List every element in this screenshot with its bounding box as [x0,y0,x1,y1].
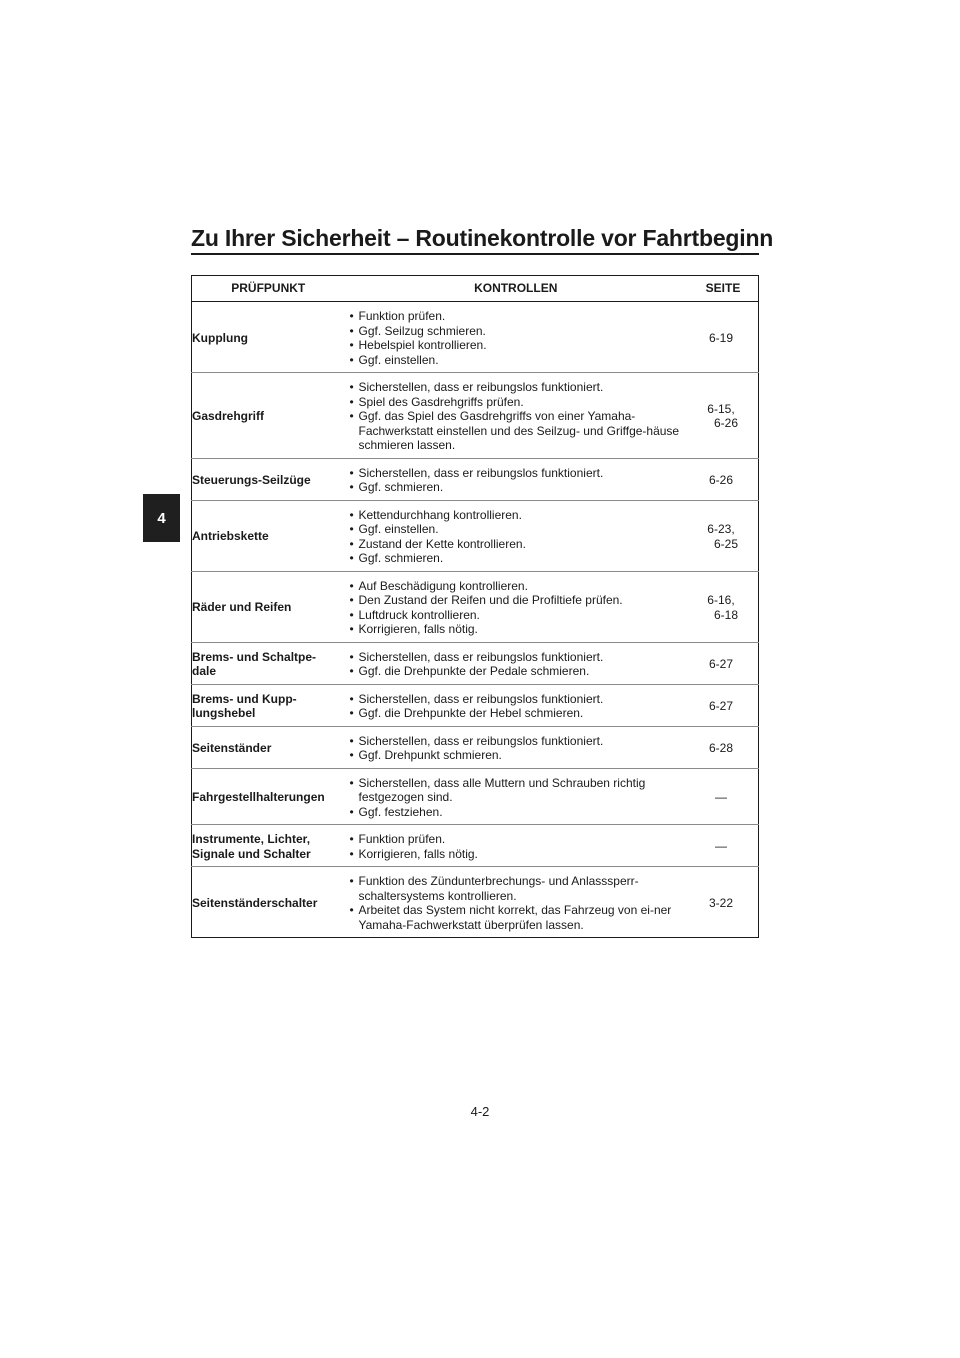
check-item: • Sicherstellen, dass er reibungslos funktioniert. [349,734,685,749]
checks-cell [348,825,685,867]
item-cell [192,867,349,938]
page-ref: 6-25 [713,536,738,551]
table-row [192,726,759,768]
check-item: • Hebelspiel kontrollieren. [349,338,685,353]
item-cell [192,726,349,768]
item-label: Signale und Schalter [192,846,311,861]
page-ref: 6-19 [708,330,733,345]
page-ref-cell [686,458,759,500]
check-item: • Ggf. festziehen. [349,805,685,820]
page-ref-cell [686,302,759,373]
table-body [192,302,759,938]
check-item: • Ggf. schmieren. [349,551,685,566]
table-row [192,825,759,867]
page-ref-cell [686,726,759,768]
checks-list [349,309,685,367]
item-label: Brems- und Schaltpe- [192,649,317,664]
page-ref: 6-27 [708,698,733,713]
checks-list [349,832,685,861]
table-row [192,373,759,459]
checks-list [349,734,685,763]
title-rule [191,253,759,255]
page-ref-cell [686,373,759,459]
check-item: • Sicherstellen, dass alle Muttern und Schrauben richtig festgezogen sind. [349,776,685,805]
page-title: Zu Ihrer Sicherheit – Routinekontrolle vor Fahrtbeginn [191,225,774,251]
page-ref-cell [686,500,759,571]
page-ref-cell [686,825,759,867]
checks-list [349,508,685,566]
page-ref: 6-18 [713,607,738,622]
column-header-item: PRÜFPUNKT [192,276,349,302]
table-row [192,867,759,938]
inspection-table [191,275,759,938]
item-label: Instrumente, Lichter, [192,832,311,846]
page-ref: 6-15, [707,401,735,416]
checks-cell [348,302,685,373]
page-ref: 6-26 [708,472,733,487]
check-item: • Ggf. Seilzug schmieren. [349,324,685,339]
column-header-checks: KONTROLLEN [348,276,685,302]
page-ref: 6-28 [708,740,733,755]
item-label: Fahrgestellhalterungen [192,790,325,804]
item-cell [192,825,349,867]
item-label: Kupplung [192,330,248,345]
check-item: • Auf Beschädigung kontrollieren. [349,579,685,594]
item-label: Brems- und Kupp- [192,691,297,706]
chapter-tab: 4 [143,494,180,542]
page-ref-cell [686,768,759,825]
checks-cell [348,373,685,459]
checks-cell [348,867,685,938]
table-row [192,302,759,373]
page-ref-cell [686,642,759,684]
check-item: • Ggf. Drehpunkt schmieren. [349,748,685,763]
check-item: • Ggf. das Spiel des Gasdrehgriffs von einer Yamaha-Fachwerkstatt einstellen und des Seilzug- und Griffge-häuse schmieren lassen. [349,409,685,453]
item-cell [192,642,349,684]
check-item: • Arbeitet das System nicht korrekt, das Fahrzeug von ei-ner Yamaha-Fachwerkstatt überprüfen lassen. [349,903,685,932]
page-ref-cell [686,867,759,938]
page-ref: — [714,839,727,854]
page-ref: 6-27 [708,656,733,671]
check-item: • Den Zustand der Reifen und die Profiltiefe prüfen. [349,593,685,608]
page-ref-cell [686,684,759,726]
check-item: • Funktion des Zündunterbrechungs- und Anlasssperr-schaltersystems kontrollieren. [349,874,685,903]
item-label: Antriebskette [192,529,269,544]
item-label: Gasdrehgriff [192,409,265,423]
checks-cell [348,726,685,768]
checks-list [349,579,685,637]
check-item: • Funktion prüfen. [349,309,685,324]
check-item: • Korrigieren, falls nötig. [349,847,685,862]
check-item: • Sicherstellen, dass er reibungslos funktioniert. [349,466,685,481]
item-cell [192,302,349,373]
check-item: • Kettendurchhang kontrollieren. [349,508,685,523]
item-label: Räder und Reifen [192,600,292,615]
page-ref: 6-23, [707,522,735,536]
check-item: • Sicherstellen, dass er reibungslos funktioniert. [349,692,685,707]
checks-cell [348,768,685,825]
checks-list [349,380,685,453]
checks-cell [348,571,685,642]
check-item: • Ggf. schmieren. [349,480,685,495]
table-row [192,684,759,726]
column-header-page: SEITE [686,276,759,302]
table-row [192,571,759,642]
item-cell [192,500,349,571]
page-number: 4-2 [470,1104,490,1119]
checks-list [349,466,685,495]
table-row [192,642,759,684]
page-ref: — [714,790,727,804]
table-header-row [192,276,759,302]
checks-cell [348,500,685,571]
checks-list [349,776,685,820]
page-ref: 6-26 [713,416,738,431]
item-label: lungshebel [192,706,256,720]
item-cell [192,768,349,825]
check-item: • Sicherstellen, dass er reibungslos funktioniert. [349,650,685,665]
checks-cell [348,458,685,500]
table-row [192,458,759,500]
page-ref: 3-22 [708,895,733,910]
item-cell [192,458,349,500]
check-item: • Sicherstellen, dass er reibungslos funktioniert. [349,380,685,395]
checks-list [349,692,685,721]
item-label: Seitenständer [192,740,272,755]
item-label: dale [192,664,217,678]
table-row [192,768,759,825]
check-item: • Spiel des Gasdrehgriffs prüfen. [349,395,685,410]
check-item: • Korrigieren, falls nötig. [349,622,685,637]
checks-list [349,650,685,679]
check-item: • Funktion prüfen. [349,832,685,847]
checks-cell [348,684,685,726]
check-item: • Zustand der Kette kontrollieren. [349,537,685,552]
checks-cell [348,642,685,684]
checks-list [349,874,685,932]
check-item: • Luftdruck kontrollieren. [349,608,685,623]
check-item: • Ggf. die Drehpunkte der Hebel schmieren. [349,706,685,721]
check-item: • Ggf. die Drehpunkte der Pedale schmieren. [349,664,685,679]
item-cell [192,373,349,459]
item-label: Steuerungs-Seilzüge [192,472,311,487]
item-cell [192,571,349,642]
check-item: • Ggf. einstellen. [349,353,685,368]
item-cell [192,684,349,726]
table-row [192,500,759,571]
page-ref-cell [686,571,759,642]
check-item: • Ggf. einstellen. [349,522,685,537]
item-label: Seitenständerschalter [192,895,318,910]
page-ref: 6-16, [707,593,735,607]
